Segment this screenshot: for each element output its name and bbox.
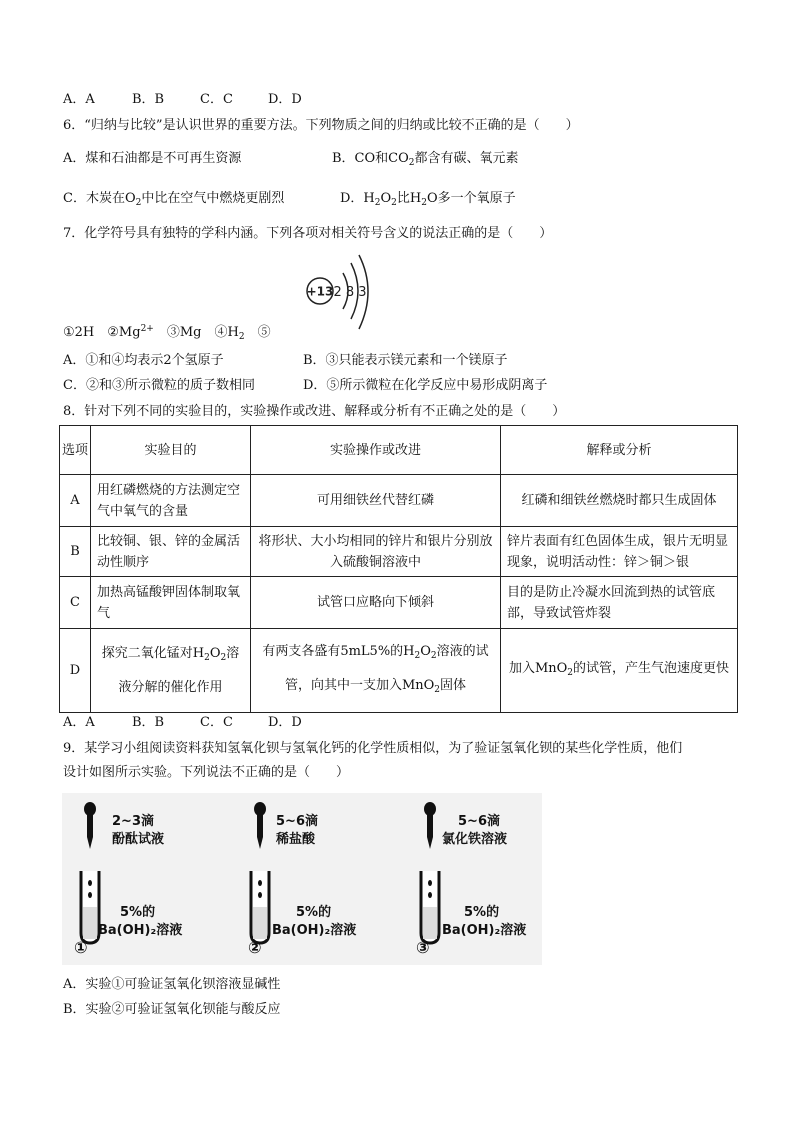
header-operation: 实验操作或改进 xyxy=(251,426,501,475)
q6-stem: 6．“归纳与比较”是认识世界的重要方法。下列物质之间的归纳或比较不正确的是（ ） xyxy=(63,118,579,133)
row-analysis: 目的是防止冷凝水回流到热的试管底部，导致试管炸裂 xyxy=(501,577,738,629)
tube3-number: ③ xyxy=(416,938,430,957)
q8-option-c: C．C xyxy=(200,715,233,730)
q5-option-b: B．B xyxy=(132,92,165,107)
q6-option-d: D．$H_2O_2$比$H_2O$多一个氧原子 xyxy=(340,191,516,208)
row-option: B xyxy=(60,527,91,577)
table-row xyxy=(60,527,738,577)
q9-stem-line1: 9．某学习小组阅读资料获知氢氧化钡与氢氧化钙的化学性质相似，为了验证氢氧化钡的某些化学性质，他们 xyxy=(63,741,683,756)
tube3-reagent: 氯化铁溶液 xyxy=(442,832,508,847)
tube2-concentration: 5%的 xyxy=(296,905,332,920)
tube1-concentration: 5%的 xyxy=(120,905,156,920)
header-goal: 实验目的 xyxy=(91,426,251,475)
row-operation: 有两支各盛有5mL5%的$H_2O_2$溶液的试管，向其中一支加入MnO$_2$固体 xyxy=(251,629,501,713)
table-row xyxy=(60,475,738,527)
q6-option-a: A．煤和石油都是不可再生资源 xyxy=(63,151,242,166)
q6-option-b: B．CO和$CO_2$都含有碳、氧元素 xyxy=(332,151,519,168)
tube1-drop-amount: 2~3滴 xyxy=(112,814,154,829)
row-goal: 用红磷燃烧的方法测定空气中氧气的含量 xyxy=(91,475,251,527)
tube3-drop-amount: 5~6滴 xyxy=(458,814,500,829)
table-row xyxy=(60,629,738,713)
q9-experiment-figure xyxy=(62,793,542,965)
q8-experiment-table xyxy=(59,425,738,713)
tube1-number: ① xyxy=(74,938,88,957)
q6-option-c: C．木炭在$O_2$中比在空气中燃烧更剧烈 xyxy=(63,191,285,208)
tube2-drop-amount: 5~6滴 xyxy=(276,814,318,829)
row-option: A xyxy=(60,475,91,527)
q7-option-a: A．①和④均表示2个氢原子 xyxy=(63,353,224,368)
table-header-row xyxy=(60,426,738,475)
q5-option-d: D．D xyxy=(268,92,302,107)
row-analysis: 锌片表面有红色固体生成，银片无明显现象，说明活动性：锌＞铜＞银 xyxy=(501,527,738,577)
atom-structure-diagram xyxy=(305,251,375,337)
row-goal: 加热高锰酸钾固体制取氧气 xyxy=(91,577,251,629)
tube1-solution: Ba(OH)₂溶液 xyxy=(98,923,183,938)
tube1-reagent: 酚酞试液 xyxy=(112,832,165,847)
q8-option-a: A．A xyxy=(63,715,95,730)
header-analysis: 解释或分析 xyxy=(501,426,738,475)
q7-option-d: D．⑤所示微粒在化学反应中易形成阴离子 xyxy=(303,378,548,393)
q7-option-c: C．②和③所示微粒的质子数相同 xyxy=(63,378,255,393)
row-operation: 将形状、大小均相同的锌片和银片分别放入硫酸铜溶液中 xyxy=(251,527,501,577)
row-operation: 可用细铁丝代替红磷 xyxy=(251,475,501,527)
tube2-solution: Ba(OH)₂溶液 xyxy=(272,923,357,938)
tube2-number: ② xyxy=(248,938,262,957)
row-analysis: 加入MnO$_2$的试管，产生气泡速度更快 xyxy=(501,629,738,713)
row-option: C xyxy=(60,577,91,629)
electron-shell-counts: 2 8 3 xyxy=(333,285,367,300)
row-goal: 比较铜、银、锌的金属活动性顺序 xyxy=(91,527,251,577)
q9-stem-line2: 设计如图所示实验。下列说法不正确的是（ ） xyxy=(63,765,350,780)
header-option: 选项 xyxy=(60,426,91,475)
q8-option-b: B．B xyxy=(132,715,165,730)
nucleus-charge: +13 xyxy=(306,284,334,299)
q8-option-d: D．D xyxy=(268,715,302,730)
q5-option-a: A．A xyxy=(63,92,95,107)
q9-option-a: A．实验①可验证氢氧化钡溶液显碱性 xyxy=(63,977,281,992)
q5-option-c: C．C xyxy=(200,92,233,107)
row-analysis: 红磷和细铁丝燃烧时都只生成固体 xyxy=(501,475,738,527)
q7-symbols: ①2H $②Mg^{2+}$ ③Mg $④H_2$ ⑤ xyxy=(63,324,271,342)
row-goal: 探究二氧化锰对$H_2O_2$溶液分解的催化作用 xyxy=(91,629,251,713)
tube2-reagent: 稀盐酸 xyxy=(276,832,316,847)
q7-option-b: B．③只能表示镁元素和一个镁原子 xyxy=(303,353,508,368)
tube3-concentration: 5%的 xyxy=(464,905,500,920)
row-option: D xyxy=(60,629,91,713)
row-operation: 试管口应略向下倾斜 xyxy=(251,577,501,629)
q7-stem: 7．化学符号具有独特的学科内涵。下列各项对相关符号含义的说法正确的是（ ） xyxy=(63,226,553,241)
q9-option-b: B．实验②可验证氢氧化钡能与酸反应 xyxy=(63,1002,281,1017)
q8-stem: 8．针对下列不同的实验目的，实验操作或改进、解释或分析有不正确之处的是（ ） xyxy=(63,404,566,419)
tube3-solution: Ba(OH)₂溶液 xyxy=(442,923,527,938)
table-row xyxy=(60,577,738,629)
